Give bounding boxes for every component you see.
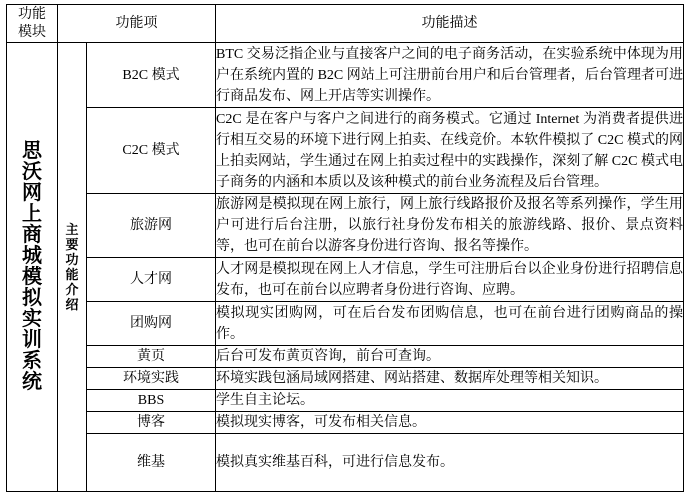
table-row-yellowpages <box>7 346 684 368</box>
module-title: 思沃网上商城模拟实训系统 <box>22 140 42 393</box>
table-row-c2c <box>7 108 684 194</box>
item-cell-talent: 人才网 <box>87 258 216 302</box>
desc-cell-c2c: C2C 是在客户与客户之间进行的商务模式。它通过 Internet 为消费者提供进行相互交易的环境下进行网上拍卖、在线竞价。本软件模拟了 C2C 模式的网上拍卖网站，学生通过在网上拍卖过程中的实践操作，深刻了解 C2C 模式电子商务的内涵和本质以及该种模式的前台业务流程及后台管理。 <box>216 108 684 194</box>
header-row <box>7 5 684 43</box>
item-cell-blog: 博客 <box>87 412 216 434</box>
item-cell-yellowpages: 黄页 <box>87 346 216 368</box>
table-row-groupbuy <box>7 302 684 346</box>
table-row-b2c <box>7 43 684 108</box>
module-title-cell <box>7 43 58 492</box>
table-row-bbs <box>7 390 684 412</box>
feature-table <box>6 4 684 492</box>
table-row-wiki <box>7 434 684 492</box>
desc-cell-talent: 人才网是模拟现在网上人才信息，学生可注册后台以企业身份进行招聘信息发布，也可在前台以应聘者身份进行咨询、应聘。 <box>216 258 684 302</box>
desc-cell-environment: 环境实践包涵局域网搭建、网站搭建、数据库处理等相关知识。 <box>216 368 684 390</box>
desc-cell-travel: 旅游网是模拟现在网上旅行，网上旅行线路报价及报名等系列操作，学生用户可进行后台注册，以旅行社身份发布相关的旅游线路、报价、景点资料等，也可在前台以游客身份进行咨询、报名等操作。 <box>216 194 684 258</box>
table-row-environment <box>7 368 684 390</box>
col-header-item-label: 功能项 <box>115 15 158 31</box>
col-header-item <box>58 5 216 43</box>
item-cell-environment: 环境实践 <box>87 368 216 390</box>
item-cell-travel: 旅游网 <box>87 194 216 258</box>
table-row-travel <box>7 194 684 258</box>
desc-cell-blog: 模拟现实博客，可发布相关信息。 <box>216 412 684 434</box>
col-header-desc <box>216 5 684 43</box>
item-cell-b2c: B2C 模式 <box>87 43 216 108</box>
desc-cell-wiki: 模拟真实维基百科，可进行信息发布。 <box>216 434 684 492</box>
group-label-cell <box>58 43 87 492</box>
desc-cell-b2c: BTC 交易泛指企业与直接客户之间的电子商务活动，在实验系统中体现为用户在系统内置的 B2C 网站上可注册前台用户和后台管理者，后台管理者可进行商品发布、网上开店等实训操作。 <box>216 43 684 108</box>
item-cell-c2c: C2C 模式 <box>87 108 216 194</box>
item-cell-wiki: 维基 <box>87 434 216 492</box>
group-label: 主要功能介绍 <box>65 222 79 312</box>
col-header-module-label: 功能模块 <box>18 6 46 40</box>
desc-cell-groupbuy: 模拟现实团购网，可在后台发布团购信息，也可在前台进行团购商品的操作。 <box>216 302 684 346</box>
table-row-blog <box>7 412 684 434</box>
desc-cell-bbs: 学生自主论坛。 <box>216 390 684 412</box>
item-cell-bbs: BBS <box>87 390 216 412</box>
desc-cell-yellowpages: 后台可发布黄页咨询，前台可查询。 <box>216 346 684 368</box>
item-cell-groupbuy: 团购网 <box>87 302 216 346</box>
col-header-desc-label: 功能描述 <box>421 15 478 31</box>
table-row-talent <box>7 258 684 302</box>
col-header-module <box>7 5 58 43</box>
